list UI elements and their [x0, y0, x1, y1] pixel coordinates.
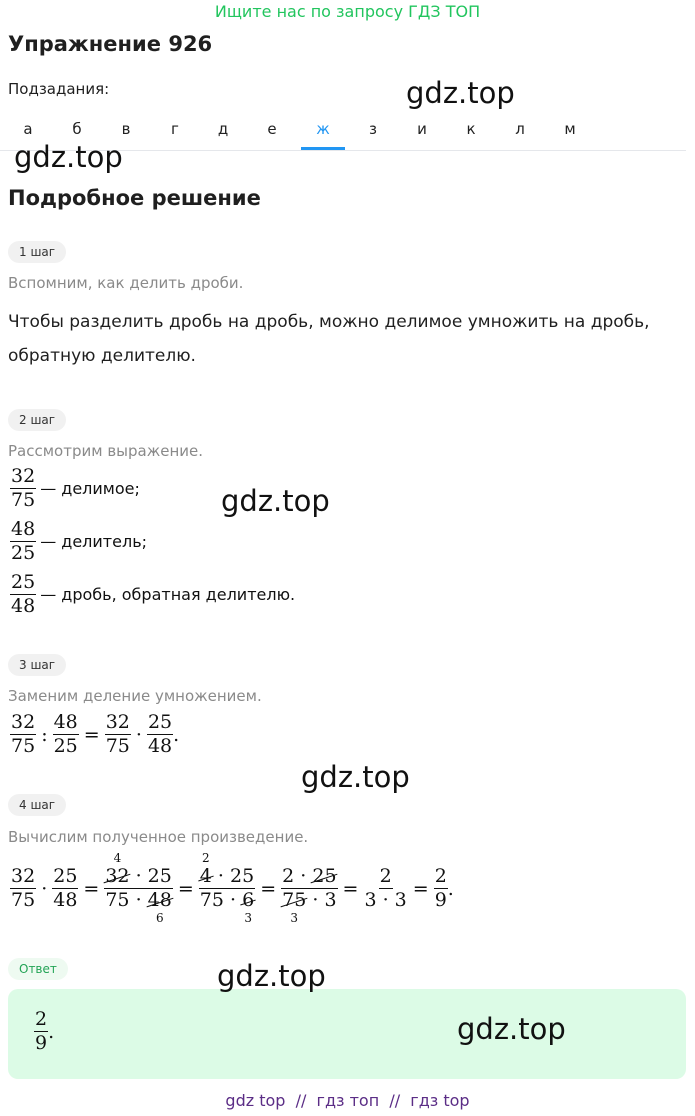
section-title: Подробное решение — [8, 186, 261, 210]
tab-k[interactable]: к — [466, 120, 476, 138]
step-1-text-line-1: Чтобы разделить дробь на дробь, можно делимое умножить на дробь, — [8, 312, 650, 332]
watermark: gdz.top — [301, 760, 410, 794]
watermark: gdz.top — [221, 484, 330, 518]
tab-b[interactable]: б — [72, 120, 82, 138]
tab-m[interactable]: м — [564, 120, 576, 138]
definition-dividend: $\frac{32}{75}$ — делимое; — [11, 465, 140, 512]
step-3-badge: 3 шаг — [8, 654, 66, 676]
tab-l[interactable]: л — [515, 120, 525, 138]
watermark: gdz.top — [457, 1012, 566, 1046]
step-2-hint: Рассмотрим выражение. — [8, 442, 204, 460]
definition-reciprocal: $\frac{25}{48}$ — дробь, обратная делителю. — [11, 571, 296, 618]
step-1-text-line-2: обратную делителю. — [8, 346, 196, 366]
tab-a[interactable]: а — [23, 120, 33, 138]
subtasks-label: Подзадания: — [8, 80, 110, 98]
footer-links[interactable]: gdz top // гдз топ // гдз top — [225, 1091, 470, 1110]
tab-e[interactable]: е — [267, 120, 277, 138]
tab-d[interactable]: д — [217, 120, 229, 138]
active-tab-indicator — [301, 147, 345, 150]
step-4-badge: 4 шаг — [8, 794, 66, 816]
step-4-hint: Вычислим полученное произведение. — [8, 828, 309, 846]
answer-value: $\frac{2}{9}$ . — [35, 1008, 55, 1055]
tab-v[interactable]: в — [121, 120, 131, 138]
step-4-expression: $\frac{32}{75}$ · $\frac{25}{48}$ = 32 4 · 25 75 · 48 6 = 4 2 · 25 75 · 6 3 = 2 · 25 75 3 · 3 = $\frac{2}{3 \cdot 3}$ = $\frac{2}{9}$ . — [11, 851, 454, 926]
step-3-hint: Заменим деление умножением. — [8, 687, 262, 705]
definition-divisor: $\frac{48}{25}$ — делитель; — [11, 518, 148, 565]
tab-g[interactable]: г — [171, 120, 179, 138]
page-title: Упражнение 926 — [8, 32, 213, 56]
answer-badge: Ответ — [8, 958, 68, 980]
tab-zh[interactable]: ж — [316, 120, 330, 138]
step-3-expression: $\frac{32}{75}$ : $\frac{48}{25}$ = $\frac{32}{75}$ · $\frac{25}{48}$ . — [11, 711, 180, 758]
tab-i[interactable]: и — [417, 120, 427, 138]
watermark: gdz.top — [14, 140, 123, 174]
watermark: gdz.top — [406, 76, 515, 110]
watermark: gdz.top — [217, 959, 326, 993]
search-promo-banner: Ищите нас по запросу ГДЗ ТОП — [214, 2, 481, 21]
answer-box — [8, 989, 686, 1079]
tab-z[interactable]: з — [369, 120, 377, 138]
step-2-badge: 2 шаг — [8, 409, 66, 431]
step-1-badge: 1 шаг — [8, 241, 66, 263]
step-1-hint: Вспомним, как делить дроби. — [8, 274, 244, 292]
